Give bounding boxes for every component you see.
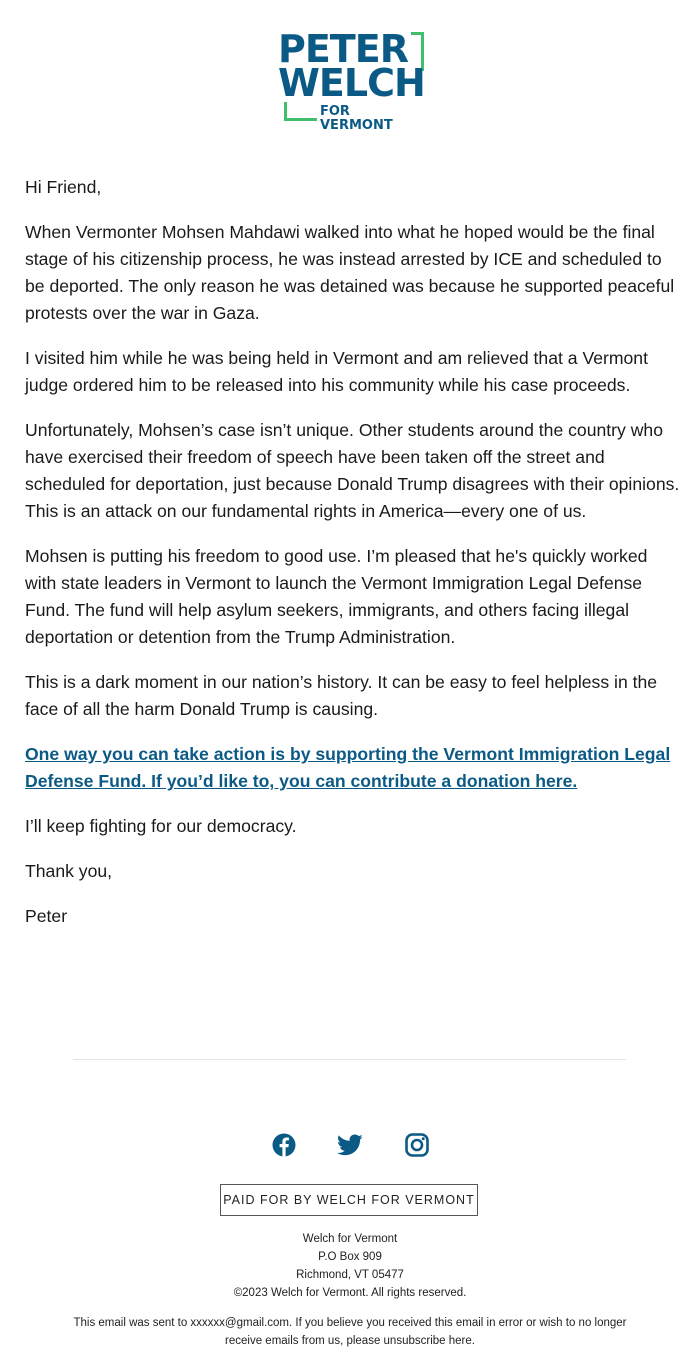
unsubscribe-notice[interactable]: This email was sent to xxxxxx@gmail.com. If you believe you received this email in error or wish to no longer receive emails from us, please unsubscribe here. [73,1317,627,1347]
copyright: ©2023 Welch for Vermont. All rights reserved. [233,1287,467,1299]
paragraph-5: This is a dark moment in our nation’s history. It can be easy to feel helpless in the face of all the harm Donald Trump is causing. [25,672,658,719]
paragraph-3: Unfortunately, Mohsen’s case isn’t unique. Other students around the country who have exercised their freedom of speech have been taken off the street and scheduled for deportation, just because Donald Trump disagrees with their opinions. This is an attack on our fundamental rights in America—every one of us. [25,420,680,521]
address-org: Welch for Vermont [302,1233,398,1245]
signoff: Thank you, [25,861,113,881]
social-links [0,1131,700,1161]
cta-paragraph [25,741,680,795]
twitter-icon[interactable] [336,1131,364,1159]
mailing-address [0,1230,700,1302]
address-city: Richmond, VT 05477 [296,1269,404,1281]
email-body [25,174,680,948]
logo-line-for-vermont: FOR VERMONT [320,104,393,133]
paid-for-disclaimer: PAID FOR BY WELCH FOR VERMONT [220,1184,478,1216]
campaign-logo [274,27,426,133]
logo-line-peter: PETER [278,27,408,71]
facebook-icon[interactable] [270,1131,298,1159]
address-po-box: P.O Box 909 [318,1251,382,1263]
greeting: Hi Friend, [25,177,102,197]
footer-divider [73,1059,626,1060]
donation-link[interactable]: One way you can take action is by supporting the Vermont Immigration Legal Defense Fund. If you’d like to, you can contribute a donation here. [25,744,671,791]
instagram-icon[interactable] [403,1131,431,1159]
paragraph-2: I visited him while he was being held in Vermont and am relieved that a Vermont judge ordered him to be released into his community while his case proceeds. [25,348,648,395]
paragraph-4: Mohsen is putting his freedom to good use. I’m pleased that he's quickly worked with state leaders in Vermont to launch the Vermont Immigration Legal Defense Fund. The fund will help asylum seekers, immigrants, and others facing illegal deportation or detention from the Trump Administration. [25,546,648,647]
closing-line: I’ll keep fighting for our democracy. [25,816,297,836]
paragraph-1: When Vermonter Mohsen Mahdawi walked into what he hoped would be the final stage of his citizenship process, he was instead arrested by ICE and scheduled to be deported. The only reason he was detained was because he supported peaceful protests over the war in Gaza. [25,222,675,323]
logo-line-welch: WELCH [278,61,425,105]
signature: Peter [25,906,68,926]
